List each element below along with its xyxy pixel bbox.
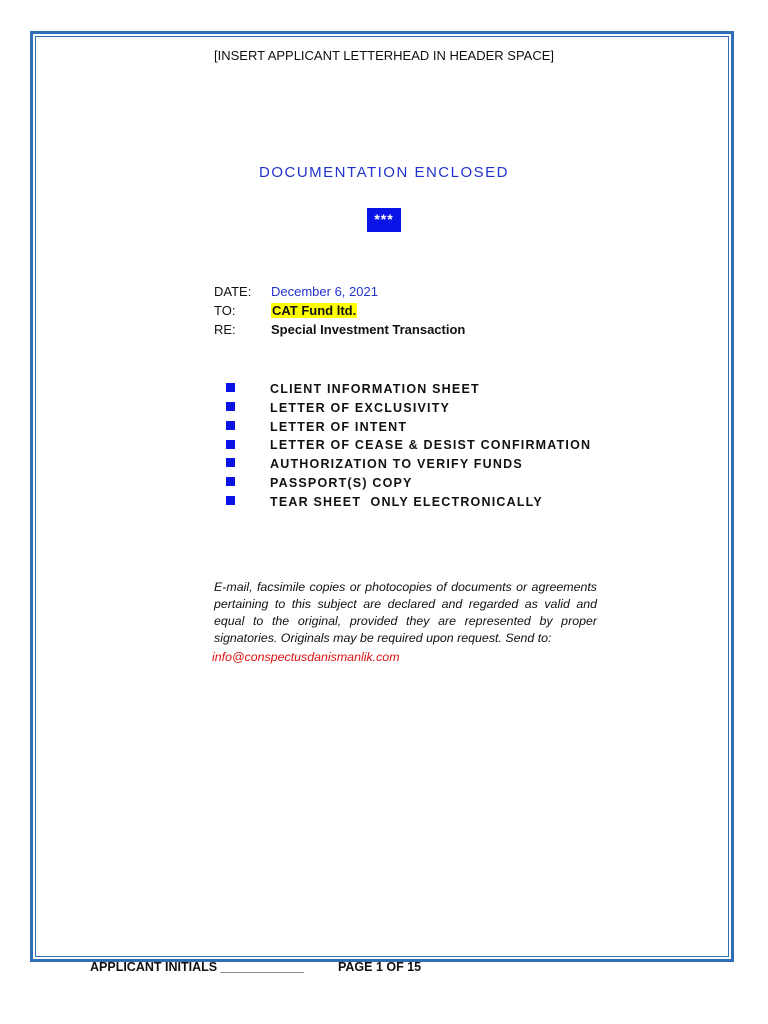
enclosure-label: CLIENT INFORMATION SHEET <box>270 382 480 396</box>
date-label: DATE: <box>214 284 252 299</box>
square-bullet-icon <box>226 496 235 505</box>
square-bullet-icon <box>226 383 235 392</box>
meta-date-row <box>214 283 378 301</box>
meta-to-row <box>214 302 357 320</box>
contact-email-link[interactable]: info@conspectusdanismanlik.com <box>212 650 400 664</box>
enclosure-label: LETTER OF EXCLUSIVITY <box>270 400 451 415</box>
letterhead-placeholder: [INSERT APPLICANT LETTERHEAD IN HEADER SPACE] <box>213 48 555 63</box>
square-bullet-icon <box>226 458 235 467</box>
list-item <box>226 455 591 474</box>
disclaimer-text: E-mail, facsimile copies or photocopies of documents or agreements pertaining to this subject are declared and regarded as valid and equal to the original, provided they are represented by proper signatories. Originals may be required upon request. Send to: <box>214 580 597 645</box>
stars-badge: *** <box>367 208 401 232</box>
date-value: December 6, 2021 <box>271 284 378 299</box>
enclosure-label: AUTHORIZATION TO VERIFY FUNDS <box>270 457 523 472</box>
enclosure-label: LETTER OF INTENT <box>270 419 408 434</box>
list-item <box>226 493 591 512</box>
page-number: PAGE 1 OF 15 <box>337 960 422 974</box>
square-bullet-icon <box>226 440 235 449</box>
page-footer <box>90 960 421 974</box>
list-item <box>226 399 591 418</box>
list-item <box>226 380 591 399</box>
re-label: RE: <box>214 322 236 337</box>
list-item <box>226 436 591 455</box>
applicant-initials-field: APPLICANT INITIALS ____________ <box>90 960 304 974</box>
square-bullet-icon <box>226 421 235 430</box>
enclosure-label: LETTER OF CEASE & DESIST CONFIRMATION <box>270 438 592 453</box>
square-bullet-icon <box>226 477 235 486</box>
list-item <box>226 418 591 437</box>
to-label: TO: <box>214 303 236 318</box>
document-title: DOCUMENTATION ENCLOSED <box>259 164 509 181</box>
to-value: CAT Fund ltd. <box>272 303 357 318</box>
enclosure-list <box>226 380 591 512</box>
re-value: Special Investment Transaction <box>271 322 466 337</box>
square-bullet-icon <box>226 402 235 411</box>
meta-re-row <box>214 321 465 339</box>
enclosure-label: PASSPORT(S) COPY <box>270 475 413 490</box>
list-item <box>226 474 591 493</box>
enclosure-label: TEAR SHEET ONLY ELECTRONICALLY <box>270 494 543 509</box>
